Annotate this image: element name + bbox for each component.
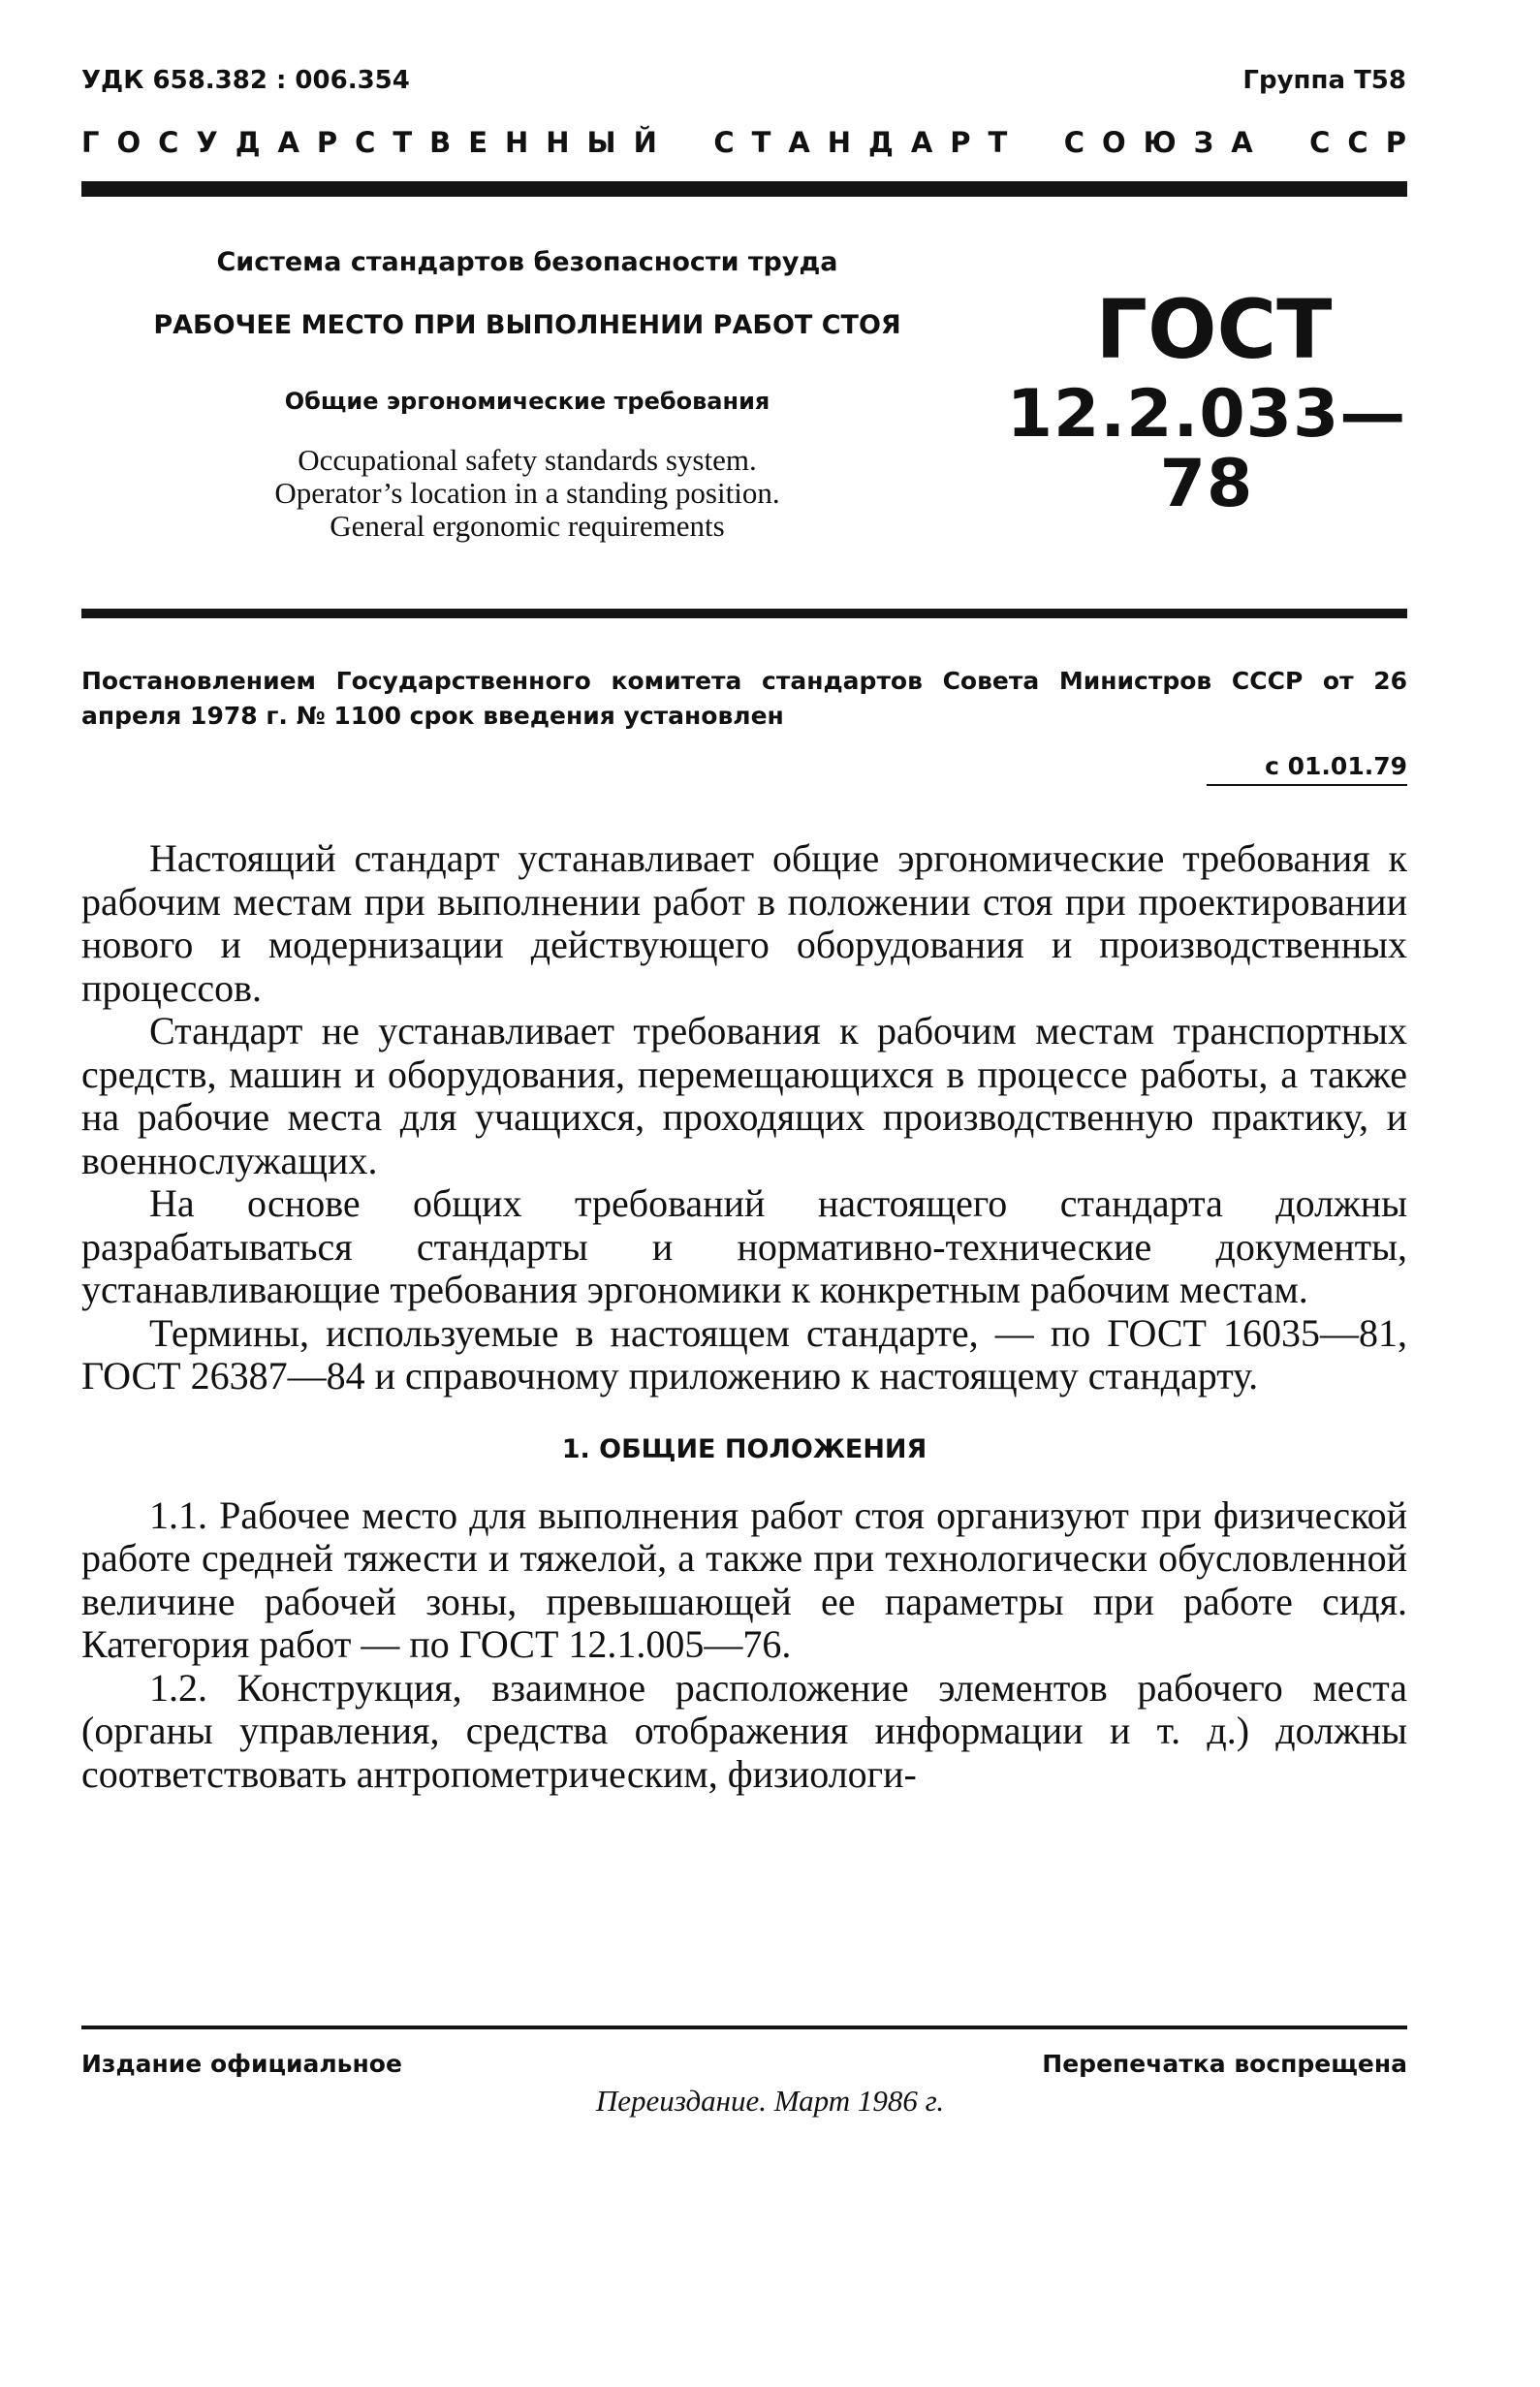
- paragraph: Настоящий стандарт устанавливает общие эргономические требования к рабочим местам при выполнении работ в положении стоя при проектировании нового и модернизации действующего оборудования и производственных процессов.: [81, 836, 1407, 1010]
- decree-text: Постановлением Государственного комитета стандартов Совета Министров СССР от 26 апреля 1978 г. № 1100 срок введения установлен: [81, 667, 1407, 730]
- reprint-note: Переиздание. Март 1986 г.: [595, 2084, 945, 2118]
- paragraph: На основе общих требований настоящего стандарта должны разрабатываться стандарты и нормативно-технические документы, устанавливающие требования эргономики к конкретным рабочим местам.: [81, 1181, 1407, 1311]
- english-title-line: Operator’s location in a standing position.: [274, 476, 780, 510]
- document-subtitle: Общие эргономические требования: [284, 388, 770, 415]
- body-text: [81, 837, 1407, 1796]
- paragraph: Стандарт не устанавливает требования к рабочим местам транспортных средств, машин и оборудования, перемещающихся в процессе работы, а также на рабочие места для учащихся, проходящих производственную практику, и военнослужащих.: [81, 1009, 1407, 1182]
- official-edition: Издание официальное: [81, 2050, 402, 2078]
- group-code: Группа Т58: [1242, 66, 1406, 95]
- reprint-prohibited: Перепечатка воспрещена: [1042, 2050, 1407, 2078]
- paragraph: 1.2. Конструкция, взаимное расположение элементов рабочего места (органы управления, средства отображения информации и т. д.) должны соответствовать антропометрическим, физиологи-: [81, 1665, 1407, 1796]
- section-heading: 1. ОБЩИЕ ПОЛОЖЕНИЯ: [561, 1433, 927, 1464]
- effective-date: с 01.01.79: [1207, 752, 1407, 786]
- heading-word: СТАНДАРТ: [713, 126, 1025, 159]
- standards-system: Система стандартов безопасности труда: [216, 247, 838, 277]
- header-rule: [81, 181, 1407, 197]
- heading-word: СОЮЗА: [1063, 126, 1271, 159]
- udk-code: УДК 658.382 : 006.354: [81, 66, 410, 95]
- document-title: РАБОЧЕЕ МЕСТО ПРИ ВЫПОЛНЕНИИ РАБОТ СТОЯ: [153, 310, 901, 340]
- gost-number: 12.2.033—78: [1006, 376, 1407, 522]
- heading-word: ССР: [1309, 126, 1424, 159]
- state-standard-heading: [81, 126, 1424, 159]
- paragraph: 1.1. Рабочее место для выполнения работ стоя организуют при физической работе средней тяжести и тяжелой, а также при технологически обусловленной величине рабочей зоны, превышающей ее параметры при работе сидя. Категория работ — по ГОСТ 12.1.005—76.: [81, 1492, 1407, 1666]
- english-title: [81, 444, 973, 543]
- gost-label: ГОСТ: [1095, 282, 1333, 377]
- paragraph: Термины, используемые в настоящем стандарте, — по ГОСТ 16035—81, ГОСТ 26387—84 и справочному приложению к настоящему стандарту.: [81, 1310, 1407, 1398]
- title-rule: [81, 609, 1407, 618]
- footer-rule: [81, 2026, 1407, 2029]
- heading-word: ГОСУДАРСТВЕННЫЙ: [81, 126, 675, 159]
- english-title-line: Occupational safety standards system.: [298, 443, 757, 477]
- english-title-line: General ergonomic requirements: [330, 509, 725, 543]
